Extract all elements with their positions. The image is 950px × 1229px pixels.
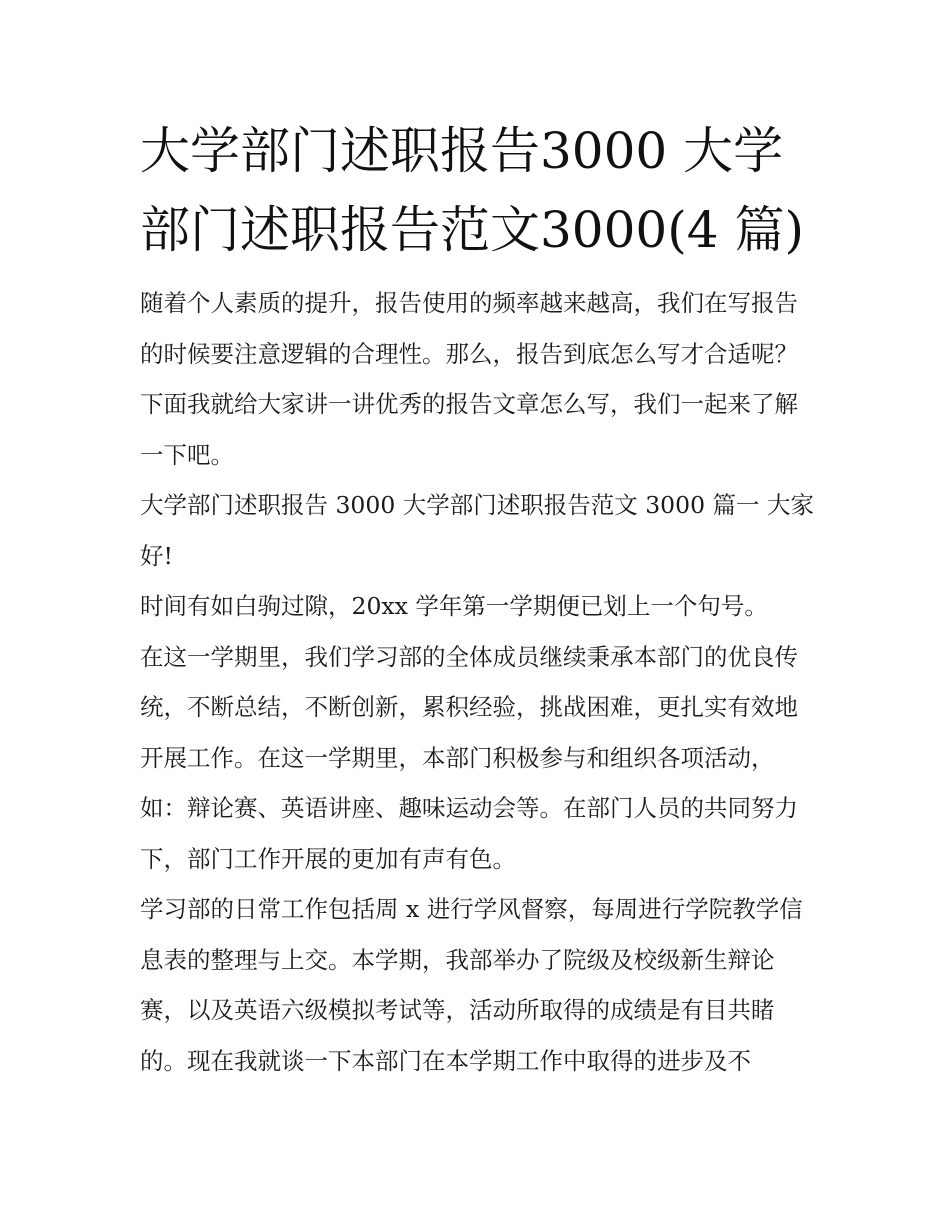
paragraph-daily-work: 学习部的日常工作包括周 x 进行学风督察，每周进行学院教学信息表的整理与上交。本学期，我部举办了院级及校级新生辩论赛，以及英语六级模拟考试等，活动所取得的成绩是有目共睹的。现在我就谈一下本部门在本学期工作中取得的进步及不 [140,895,803,1075]
document-title: 大学部门述职报告3000 大学部门述职报告范文3000(4 篇) [140,122,804,259]
paragraph-semester: 在这一学期里，我们学习部的全体成员继续秉承本部门的优良传统，不断总结，不断创新，累积经验，挑战困难，更扎实有效地开展工作。在这一学期里，本部门积极参与和组织各项活动，如：辩论赛、英语讲座、趣味运动会等。在部门人员的共同努力下，部门工作开展的更加有声有色。 [140,642,798,873]
paragraph-time: 时间有如白驹过隙，20xx 学年第一学期便已划上一个句号。 [140,592,768,620]
paragraph-greeting: 大学部门述职报告 3000 大学部门述职报告范文 3000 篇一 大家好! [140,491,814,570]
paragraph-intro: 随着个人素质的提升，报告使用的频率越来越高，我们在写报告的时候要注意逻辑的合理性。那么，报告到底怎么写才合适呢？下面我就给大家讲一讲优秀的报告文章怎么写，我们一起来了解一下吧。 [140,289,798,469]
document-body [140,278,815,1086]
